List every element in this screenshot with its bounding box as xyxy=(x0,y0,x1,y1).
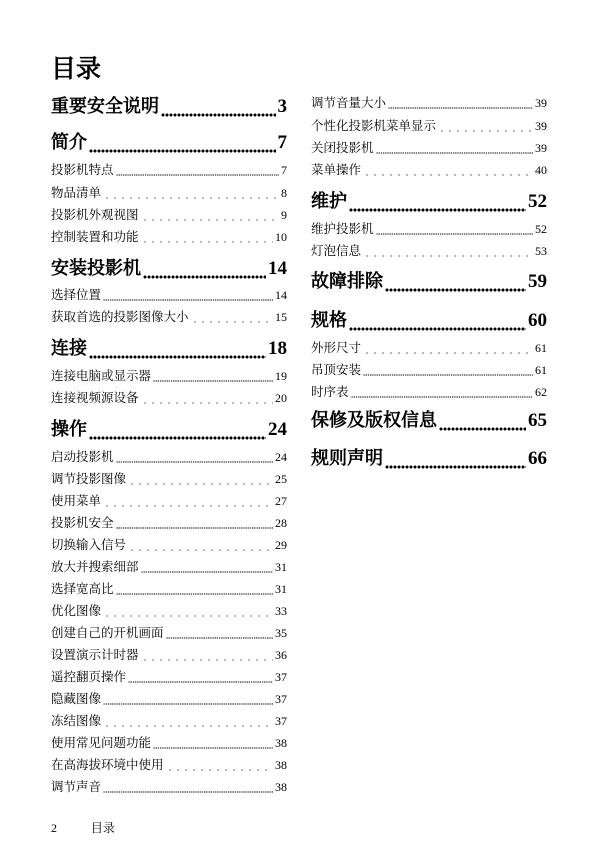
footer-section-title: 目录 xyxy=(90,821,115,835)
toc-section-entry[interactable] xyxy=(311,94,547,112)
toc-page-number: 24 xyxy=(268,419,287,440)
toc-page-number: 38 xyxy=(275,736,287,750)
toc-section-entry[interactable] xyxy=(51,536,287,554)
toc-page-number: 61 xyxy=(535,341,547,355)
toc-dot-leader xyxy=(141,206,279,224)
toc-section-entry[interactable] xyxy=(311,339,547,357)
toc-entry-title: 吊顶安装 xyxy=(311,362,362,377)
toc-chapter-entry[interactable] xyxy=(51,94,287,120)
toc-chapter-entry[interactable] xyxy=(51,336,287,362)
toc-entry-title: 使用菜单 xyxy=(51,493,102,508)
toc-section-entry[interactable] xyxy=(51,734,287,752)
toc-page-number: 37 xyxy=(275,714,287,728)
toc-dot-leader xyxy=(439,408,526,434)
toc-entry-title: 保修及版权信息 xyxy=(311,410,437,431)
toc-dot-leader xyxy=(116,514,273,532)
toc-chapter-entry[interactable] xyxy=(51,130,287,156)
toc-section-entry[interactable] xyxy=(51,367,287,385)
toc-dot-leader xyxy=(128,668,273,686)
toc-dot-leader xyxy=(103,184,279,202)
toc-entry-title: 切换输入信号 xyxy=(51,537,127,552)
toc-dot-leader xyxy=(128,470,273,488)
toc-page-number: 35 xyxy=(275,626,287,640)
toc-entry-title: 放大并搜索细部 xyxy=(51,559,139,574)
toc-dot-leader xyxy=(349,189,526,215)
toc-entry-title: 控制装置和功能 xyxy=(51,229,139,244)
toc-entry-title: 连接视频源设备 xyxy=(51,390,139,405)
toc-dot-leader xyxy=(376,139,533,157)
toc-entry-title: 时序表 xyxy=(311,384,349,399)
toc-entry-title: 在高海拔环境中使用 xyxy=(51,757,164,772)
toc-entry-title: 遥控翻页操作 xyxy=(51,669,127,684)
toc-section-entry[interactable] xyxy=(51,778,287,796)
toc-page-number: 20 xyxy=(275,391,287,405)
toc-page-number: 7 xyxy=(281,163,287,177)
toc-page-number: 39 xyxy=(535,119,547,133)
toc-page-number: 19 xyxy=(275,369,287,383)
toc-dot-leader xyxy=(143,256,266,282)
toc-entry-title: 灯泡信息 xyxy=(311,243,362,258)
toc-section-entry[interactable] xyxy=(51,448,287,466)
toc-entry-title: 投影机外观视图 xyxy=(51,207,139,222)
toc-page-number: 29 xyxy=(275,538,287,552)
toc-entry-title: 规则声明 xyxy=(311,448,383,469)
toc-section-entry[interactable] xyxy=(51,580,287,598)
toc-entry-title: 启动投影机 xyxy=(51,449,114,464)
toc-entry-title: 设置演示计时器 xyxy=(51,647,139,662)
toc-dot-leader xyxy=(153,734,273,752)
toc-page-number: 39 xyxy=(535,141,547,155)
toc-entry-title: 调节音量大小 xyxy=(311,95,387,110)
toc-entry-title: 安装投影机 xyxy=(51,258,141,279)
toc-dot-leader xyxy=(363,242,533,260)
toc-dot-leader xyxy=(438,117,533,135)
toc-dot-leader xyxy=(388,94,533,112)
toc-dot-leader xyxy=(191,308,273,326)
toc-entry-title: 使用常见问题功能 xyxy=(51,735,152,750)
toc-entry-title: 故障排除 xyxy=(311,271,383,292)
toc-dot-leader xyxy=(166,756,273,774)
toc-entry-title: 维护 xyxy=(311,191,347,212)
toc-entry-title: 关闭投影机 xyxy=(311,140,374,155)
toc-dot-leader xyxy=(128,536,273,554)
toc-page-number: 8 xyxy=(281,186,287,200)
toc-chapter-entry[interactable] xyxy=(311,408,547,434)
toc-dot-leader xyxy=(141,389,273,407)
toc-section-entry[interactable] xyxy=(51,161,287,179)
toc-section-entry[interactable] xyxy=(51,602,287,620)
toc-page-number: 37 xyxy=(275,692,287,706)
toc-dot-leader xyxy=(89,336,266,362)
toc-entry-title: 重要安全说明 xyxy=(51,96,159,117)
toc-page-number: 33 xyxy=(275,604,287,618)
toc-entry-title: 创建自己的开机画面 xyxy=(51,625,164,640)
toc-entry-title: 操作 xyxy=(51,419,87,440)
toc-section-entry[interactable] xyxy=(51,308,287,326)
toc-chapter-entry[interactable] xyxy=(311,189,547,215)
toc-page-number: 65 xyxy=(528,410,547,431)
toc-dot-leader xyxy=(103,492,273,510)
toc-dot-leader xyxy=(89,130,276,156)
toc-dot-leader xyxy=(141,646,273,664)
toc-page-number: 7 xyxy=(277,132,287,153)
toc-section-entry[interactable] xyxy=(51,558,287,576)
toc-entry-title: 投影机特点 xyxy=(51,162,114,177)
toc-section-entry[interactable] xyxy=(51,286,287,304)
toc-entry-title: 外形尺寸 xyxy=(311,340,362,355)
footer-page-number: 2 xyxy=(51,821,57,835)
toc-entry-title: 选择宽高比 xyxy=(51,581,114,596)
toc-page-number: 59 xyxy=(528,271,547,292)
toc-page-number: 25 xyxy=(275,472,287,486)
toc-entry-title: 投影机安全 xyxy=(51,515,114,530)
toc-page-number: 24 xyxy=(275,450,287,464)
toc-page-number: 61 xyxy=(535,363,547,377)
toc-dot-leader xyxy=(103,712,273,730)
toc-page-number: 18 xyxy=(268,338,287,359)
toc-entry-title: 物品清单 xyxy=(51,185,102,200)
toc-section-entry[interactable] xyxy=(51,228,287,246)
toc-chapter-entry[interactable] xyxy=(311,308,547,334)
toc-section-entry[interactable] xyxy=(51,712,287,730)
toc-section-entry[interactable] xyxy=(51,492,287,510)
toc-section-entry[interactable] xyxy=(311,117,547,135)
toc-page-number: 37 xyxy=(275,670,287,684)
toc-entry-title: 连接电脑或显示器 xyxy=(51,368,152,383)
toc-dot-leader xyxy=(141,558,273,576)
toc-page-number: 52 xyxy=(535,222,547,236)
toc-section-entry[interactable] xyxy=(51,690,287,708)
toc-entry-title: 菜单操作 xyxy=(311,162,362,177)
toc-page-number: 38 xyxy=(275,758,287,772)
toc-section-entry[interactable] xyxy=(51,668,287,686)
toc-page-number: 31 xyxy=(275,560,287,574)
toc-dot-leader xyxy=(351,383,533,401)
toc-page-number: 36 xyxy=(275,648,287,662)
toc-dot-leader xyxy=(349,308,526,334)
toc-section-entry[interactable] xyxy=(51,624,287,642)
toc-dot-leader xyxy=(141,228,273,246)
toc-section-entry[interactable] xyxy=(51,184,287,202)
toc-page-number: 15 xyxy=(275,310,287,324)
toc-section-entry[interactable] xyxy=(311,220,547,238)
toc-entry-title: 维护投影机 xyxy=(311,221,374,236)
toc-page-number: 31 xyxy=(275,582,287,596)
toc-chapter-entry[interactable] xyxy=(311,446,547,472)
toc-section-entry[interactable] xyxy=(311,242,547,260)
page-title: 目录 xyxy=(51,54,102,83)
toc-dot-leader xyxy=(363,339,533,357)
toc-entry-title: 简介 xyxy=(51,132,87,153)
toc-dot-leader xyxy=(385,446,526,472)
toc-dot-leader xyxy=(363,161,533,179)
toc-section-entry[interactable] xyxy=(51,470,287,488)
toc-section-entry[interactable] xyxy=(51,646,287,664)
toc-dot-leader xyxy=(161,94,276,120)
toc-entry-title: 规格 xyxy=(311,310,347,331)
toc-dot-leader xyxy=(116,448,273,466)
toc-entry-title: 优化图像 xyxy=(51,603,102,618)
toc-page-number: 14 xyxy=(275,288,287,302)
toc-section-entry[interactable] xyxy=(51,206,287,224)
toc-chapter-entry[interactable] xyxy=(51,256,287,282)
toc-entry-title: 冻结图像 xyxy=(51,713,102,728)
toc-page-number: 39 xyxy=(535,96,547,110)
toc-entry-title: 调节声音 xyxy=(51,779,102,794)
toc-page-number: 10 xyxy=(275,230,287,244)
toc-dot-leader xyxy=(103,602,273,620)
toc-section-entry[interactable] xyxy=(311,361,547,379)
toc-page-number: 66 xyxy=(528,448,547,469)
toc-page-number: 28 xyxy=(275,516,287,530)
toc-section-entry[interactable] xyxy=(51,514,287,532)
page-footer xyxy=(51,821,115,835)
toc-entry-title: 连接 xyxy=(51,338,87,359)
toc-entry-title: 隐藏图像 xyxy=(51,691,102,706)
toc-page-number: 9 xyxy=(281,208,287,222)
toc-page-number: 40 xyxy=(535,163,547,177)
toc-page-number: 53 xyxy=(535,244,547,258)
toc-entry-title: 选择位置 xyxy=(51,287,102,302)
toc-dot-leader xyxy=(89,417,266,443)
toc-page-number: 27 xyxy=(275,494,287,508)
toc-dot-leader xyxy=(116,580,273,598)
toc-page-number: 60 xyxy=(528,310,547,331)
toc-page-number: 52 xyxy=(528,191,547,212)
toc-section-entry[interactable] xyxy=(311,383,547,401)
toc-dot-leader xyxy=(363,361,533,379)
toc-dot-leader xyxy=(153,367,273,385)
toc-page-number: 3 xyxy=(277,96,287,117)
toc-page-number: 62 xyxy=(535,385,547,399)
toc-dot-leader xyxy=(103,778,273,796)
toc-entry-title: 个性化投影机菜单显示 xyxy=(311,118,437,133)
toc-dot-leader xyxy=(376,220,533,238)
toc-section-entry[interactable] xyxy=(51,389,287,407)
toc-dot-leader xyxy=(116,161,279,179)
toc-chapter-entry[interactable] xyxy=(51,417,287,443)
toc-dot-leader xyxy=(103,690,273,708)
toc-page-number: 14 xyxy=(268,258,287,279)
toc-dot-leader xyxy=(166,624,273,642)
toc-dot-leader xyxy=(385,269,526,295)
toc-dot-leader xyxy=(103,286,273,304)
toc-chapter-entry[interactable] xyxy=(311,269,547,295)
toc-section-entry[interactable] xyxy=(51,756,287,774)
toc-entry-title: 调节投影图像 xyxy=(51,471,127,486)
toc-section-entry[interactable] xyxy=(311,139,547,157)
toc-section-entry[interactable] xyxy=(311,161,547,179)
toc-page-number: 38 xyxy=(275,780,287,794)
toc-entry-title: 获取首选的投影图像大小 xyxy=(51,309,189,324)
